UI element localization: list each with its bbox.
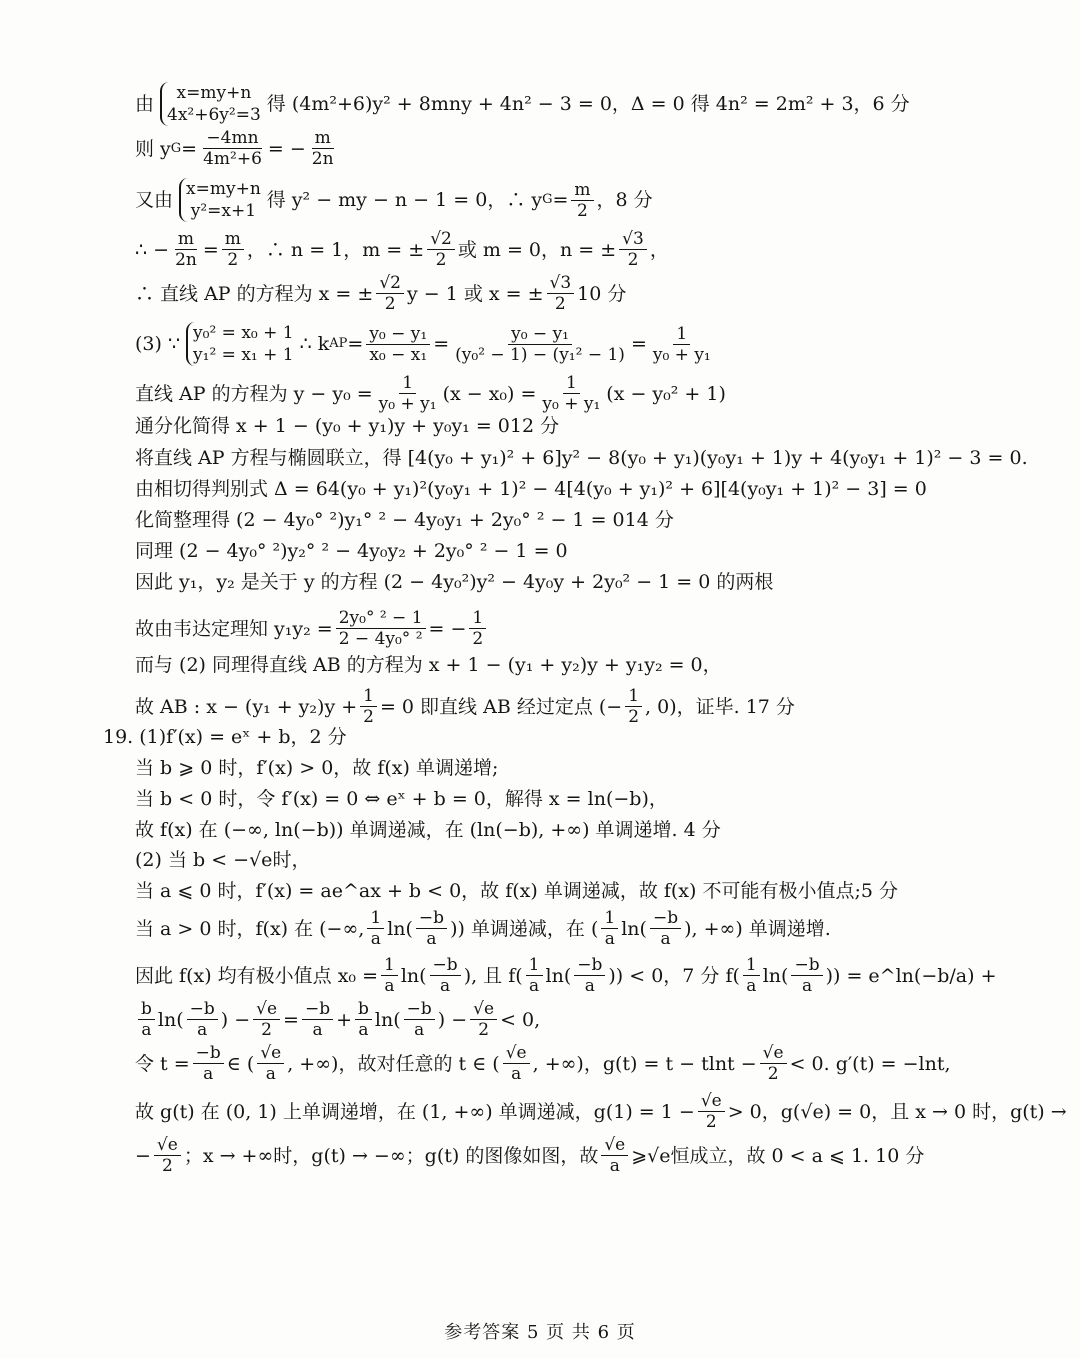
text-run: ∈ ( (226, 1052, 255, 1075)
denominator: x₀ − x₁ (369, 344, 428, 365)
text-run: ，8 分 (596, 189, 653, 211)
text-run: 而与 (2) 同理得直线 AB 的方程为 x + 1 − (y₁ + y₂)y + y₁y₂ = 0， (135, 654, 722, 676)
fraction (193, 1043, 224, 1084)
denominator: 2 (363, 707, 374, 727)
solution-line (135, 608, 489, 649)
denominator: a (440, 976, 451, 996)
text-run: 参考答案 5 页 共 6 页 (444, 1322, 636, 1343)
fraction (539, 373, 603, 414)
numerator: 1 (601, 908, 618, 929)
fraction (452, 324, 628, 365)
text-run: > 0，g( (727, 1100, 801, 1123)
text-run: (x − x₀) = (442, 382, 537, 405)
denominator: 2 (435, 250, 447, 270)
numerator: −b (791, 955, 822, 976)
denominator: 2 (227, 250, 239, 270)
numerator: −b (193, 1043, 224, 1064)
denominator: a (584, 976, 595, 996)
fraction (601, 908, 618, 949)
numerator: −b (650, 908, 681, 929)
text-run: 10 分 (577, 282, 627, 305)
text-run: ∴ k (299, 333, 330, 355)
text-run: 恒成立，故 0 < a ⩽ 1. 10 分 (670, 1144, 925, 1167)
text-run: 故由韦达定理知 y₁y₂ = (135, 617, 333, 640)
numerator: 1 (381, 955, 398, 976)
denominator: a (265, 1064, 276, 1084)
fraction (376, 373, 440, 414)
numerator: −b (404, 999, 435, 1020)
text-run: ∴ 直线 AP 的方程为 x = ± (135, 282, 374, 305)
solution-line (135, 787, 668, 811)
text-run: + (336, 1008, 353, 1031)
numerator: 1 (673, 324, 690, 345)
text-run: 令 t = (135, 1052, 190, 1075)
numerator: −b (302, 999, 333, 1020)
text-run: = (552, 189, 569, 211)
numerator: √e (503, 1043, 530, 1064)
solution-line (135, 414, 559, 438)
denominator: a (358, 1020, 369, 1040)
text-run: 同理 (2 − 4y₀° ²)y₂° ² − 4y₀y₂ + 2y₀° ² − 1 = 0 (135, 540, 568, 562)
fraction (309, 128, 337, 169)
fraction (222, 229, 244, 270)
text-run: 则 y (135, 137, 171, 160)
text-run: (2) 当 b < − (135, 849, 250, 871)
text-run: ⩾ (631, 1144, 648, 1167)
denominator: 2 (577, 200, 588, 221)
numerator: 1 (743, 955, 760, 976)
denominator: 2 (627, 250, 639, 270)
text-run: 通分化简得 x + 1 − (y₀ + y₁)y + y₀y₁ = 012 分 (135, 415, 560, 437)
text-run: ), +∞) 单调递增. (684, 917, 831, 940)
solution-line (135, 570, 773, 594)
denominator: 2 (478, 1020, 490, 1040)
text-run: 或 m = 0，n = ± (457, 238, 617, 261)
numerator: −b (416, 908, 447, 929)
text-run: ) − (437, 1008, 468, 1031)
system-row: x=my+n (176, 83, 252, 103)
denominator: 2 (705, 1112, 717, 1132)
denominator: a (604, 929, 615, 949)
denominator: y₀ + y₁ (378, 394, 437, 414)
fraction (619, 229, 647, 270)
numerator: m (222, 229, 244, 250)
system-row: 4x²+6y²=3 (167, 105, 261, 125)
fraction (355, 999, 372, 1040)
text-run: 化简整理得 (2 − 4y₀° ²)y₁° ² − 4y₀y₁ + 2y₀° ² − 1 = 014 分 (135, 509, 674, 531)
numerator: 1 (367, 908, 384, 929)
text-run: 由 (135, 93, 155, 115)
numerator: √e (698, 1091, 725, 1112)
numerator: −4mn (203, 128, 261, 149)
numerator: √e (257, 1043, 284, 1064)
solution-line (135, 999, 540, 1040)
text-run: (3) ∵ (135, 333, 181, 355)
fraction (503, 1043, 530, 1084)
solution-line (135, 1135, 924, 1176)
text-run: )) 单调递减，在 ( (450, 917, 599, 940)
text-run: 当 b ⩾ 0 时，f′(x) > 0，故 f(x) 单调递增; (135, 757, 499, 779)
solution-line (135, 128, 340, 169)
fraction (200, 128, 265, 169)
text-run: = (630, 333, 647, 355)
fraction (381, 955, 398, 996)
text-run: )) < 0，7 分 f( (608, 964, 740, 987)
denominator: 2 (384, 294, 396, 314)
denominator: a (414, 1020, 425, 1040)
solution-line (135, 322, 717, 366)
text-run: ，∴ n = 1，m = ± (246, 238, 425, 261)
denominator: a (141, 1020, 152, 1040)
denominator: a (197, 1020, 208, 1040)
text-run: 故 AB : x − (y₁ + y₂)y + (135, 695, 358, 718)
text-run: 故 f(x) 在 (−∞, ln(−b)) 单调递减，在 (ln(−b), +∞) 单调递增. 4 分 (135, 819, 721, 841)
solution-line (135, 848, 310, 872)
solution-line (135, 178, 653, 222)
fraction (257, 1043, 284, 1084)
fraction (427, 229, 455, 270)
system-row: y₁² = x₁ + 1 (193, 345, 294, 365)
numerator: 1 (526, 955, 543, 976)
fraction (743, 955, 760, 996)
fraction (138, 999, 155, 1040)
denominator: 2 (628, 707, 640, 727)
text-run: = (202, 238, 219, 261)
system-row: y²=x+1 (190, 201, 257, 221)
numerator: y₀ − y₁ (366, 324, 430, 345)
solution-line (135, 686, 795, 727)
fraction (154, 1135, 181, 1176)
fraction (625, 686, 642, 727)
text-run: 当 b < 0 时，令 f′(x) = 0 ⇔ eˣ + b = 0，解得 x = ln(−b)， (135, 788, 668, 810)
fraction (571, 180, 593, 221)
numerator: −b (187, 999, 218, 1020)
denominator: a (529, 976, 540, 996)
fraction (601, 1135, 628, 1176)
text-run: = (347, 333, 364, 355)
numerator: 1 (399, 373, 416, 394)
solution-line (135, 477, 927, 501)
numerator: √e (760, 1043, 787, 1064)
equation-system (186, 322, 294, 366)
fraction (760, 1043, 787, 1084)
text-run: 直线 AP 的方程为 y − y₀ = (135, 382, 373, 405)
text-run: 得 (4m²+6)y² + 8mny + 4n² − 3 = 0，Δ = 0 得 4n² = 2m² + 3，6 分 (266, 93, 910, 115)
text-run: 故 g(t) 在 (0, 1) 上单调递增，在 (1, +∞) 单调递减，g(1) = 1 − (135, 1100, 695, 1123)
numerator: m (175, 229, 197, 250)
fraction (574, 955, 605, 996)
numerator: −b (430, 955, 461, 976)
system-row: y₀² = x₀ + 1 (193, 323, 294, 343)
text-run: 因此 y₁，y₂ 是关于 y 的方程 (2 − 4y₀²)y² − 4y₀y + 2y₀² − 1 = 0 的两根 (135, 571, 774, 593)
fraction (404, 999, 435, 1040)
solution-line (135, 539, 568, 563)
numerator: m (571, 180, 593, 201)
numerator: √3 (619, 229, 647, 250)
numerator: −b (574, 955, 605, 976)
text-run: ln( (374, 1008, 401, 1031)
denominator: a (609, 1156, 620, 1176)
solution-line (135, 229, 669, 270)
fraction (172, 229, 200, 270)
radical: √e (647, 1144, 671, 1167)
solution-line (135, 446, 1028, 470)
fraction (698, 1091, 725, 1132)
text-run: = (283, 1008, 299, 1031)
denominator: a (370, 929, 381, 949)
denominator: 4m²+6 (203, 149, 262, 169)
fraction (360, 686, 377, 727)
solution-line (103, 725, 347, 749)
numerator: √e (154, 1135, 181, 1156)
denominator: a (384, 976, 395, 996)
fraction (650, 324, 714, 365)
numerator: b (138, 999, 155, 1020)
text-run: 因此 f(x) 均有极小值点 x₀ = (135, 964, 378, 987)
denominator: a (511, 1064, 522, 1084)
fraction (650, 908, 681, 949)
subscript: AP (329, 336, 348, 351)
text-run: 又由 (135, 189, 174, 211)
numerator: √e (470, 999, 497, 1020)
solution-line (135, 879, 898, 903)
radical: √e (249, 849, 273, 871)
text-run: 当 a > 0 时，f(x) 在 (−∞, (135, 917, 365, 940)
denominator: 2 (261, 1020, 272, 1040)
denominator: 2 (161, 1156, 173, 1176)
denominator: 2 (472, 629, 484, 649)
text-run: ) = 0，且 x → 0 时，g(t) → (823, 1100, 1067, 1123)
denominator: a (203, 1064, 214, 1084)
text-run: 由相切得判别式 Δ = 64(y₀ + y₁)²(y₀y₁ + 1)² − 4[4(y₀ + y₁)² + 6][4(y₀y₁ + 1)² − 3] = 0 (135, 478, 927, 500)
denominator: y₀ + y₁ (652, 344, 711, 365)
text-run: 19. (1)f′(x) = eˣ + b，2 分 (103, 726, 347, 748)
solution-line (135, 955, 997, 996)
text-run: , 0)，证毕. 17 分 (645, 695, 795, 718)
text-run: ln( (157, 1008, 184, 1031)
subscript: G (542, 192, 553, 207)
fraction (416, 908, 447, 949)
text-run: 时， (272, 849, 311, 871)
text-run: , +∞)，g(t) = t − tlnt − (532, 1052, 757, 1075)
fraction (430, 955, 461, 996)
fraction (302, 999, 333, 1040)
numerator: y₀ − y₁ (508, 324, 572, 345)
denominator: 2n (311, 149, 334, 169)
fraction (187, 999, 218, 1040)
text-run: 将直线 AP 方程与椭圆联立，得 [4(y₀ + y₁)² + 6]y² − 8(y₀ + y₁)(y₀y₁ + 1)y + 4(y₀y₁ + 1)² − 3 = 0. (135, 447, 1028, 469)
numerator: √e (601, 1135, 628, 1156)
solution-line (135, 653, 722, 677)
text-run: = − (267, 137, 306, 160)
solution-line (135, 1091, 1067, 1132)
equation-system (160, 82, 261, 126)
solution-line (135, 1043, 951, 1084)
fraction (336, 608, 426, 649)
text-run: − (135, 1144, 151, 1167)
numerator: b (355, 999, 372, 1020)
text-run: ), 且 f( (463, 964, 523, 987)
text-run: = 0 即直线 AB 经过定点 (− (379, 695, 623, 718)
numerator: m (312, 128, 334, 149)
denominator: y₀ + y₁ (542, 394, 601, 414)
denominator: a (801, 976, 813, 996)
denominator: a (312, 1020, 323, 1040)
fraction (376, 273, 404, 314)
fraction (547, 273, 575, 314)
text-run: ln( (621, 917, 647, 940)
text-run: , +∞)，故对任意的 t ∈ ( (287, 1052, 500, 1075)
text-run: < 0. g′(t) = −lnt, (789, 1052, 951, 1075)
text-run: ∴ − (135, 238, 170, 261)
denominator: a (746, 976, 757, 996)
numerator: √e (253, 999, 280, 1020)
solution-line (135, 818, 721, 842)
equation-system (179, 178, 261, 222)
text-run: ) − (220, 1008, 251, 1031)
fraction (366, 324, 430, 365)
text-run: ln( (387, 917, 413, 940)
fraction (526, 955, 543, 996)
system-row: x=my+n (186, 179, 261, 199)
denominator: (y₀² − 1) − (y₁² − 1) (455, 344, 625, 365)
text-run: ln( (400, 964, 427, 987)
numerator: 1 (625, 686, 642, 707)
fraction (253, 999, 280, 1040)
fraction (470, 999, 497, 1040)
denominator: a (660, 929, 671, 949)
denominator: 2 (767, 1064, 779, 1084)
numerator: 1 (469, 608, 486, 629)
fraction (791, 955, 822, 996)
solution-line (135, 82, 910, 126)
text-run: ， (649, 238, 669, 261)
text-run: ln( (762, 964, 789, 987)
denominator: 2 − 4y₀° ² (338, 629, 423, 649)
solution-line (135, 273, 626, 314)
numerator: √2 (427, 229, 455, 250)
numerator: 1 (360, 686, 377, 707)
subscript: G (170, 140, 182, 156)
numerator: √3 (547, 273, 575, 294)
numerator: √2 (376, 273, 404, 294)
fraction (469, 608, 486, 649)
text-run: < 0, (500, 1008, 541, 1031)
text-run: )) = e^ln(−b/a) + (825, 964, 997, 987)
solution-line (135, 373, 726, 414)
page-footer (0, 1321, 1080, 1345)
denominator: a (426, 929, 437, 949)
solution-line (135, 756, 498, 780)
text-run: y − 1 或 x = ± (406, 282, 544, 305)
solution-line (135, 508, 674, 532)
denominator: 2 (554, 294, 566, 314)
text-run: 当 a ⩽ 0 时，f′(x) = ae^ax + b < 0，故 f(x) 单调递减，故 f(x) 不可能有极小值点;5 分 (135, 880, 898, 902)
solution-line (135, 908, 831, 949)
text-run: = − (428, 617, 467, 640)
text-run: (x − y₀² + 1) (606, 382, 726, 405)
text-run: 得 y² − my − n − 1 = 0，∴ y (266, 189, 543, 211)
numerator: 2y₀° ² − 1 (336, 608, 426, 629)
text-run: = (181, 137, 198, 160)
numerator: 1 (563, 373, 580, 394)
text-run: ；x → +∞时，g(t) → −∞；g(t) 的图像如图，故 (183, 1144, 599, 1167)
text-run: = (433, 333, 450, 355)
fraction (367, 908, 384, 949)
text-run: ln( (545, 964, 572, 987)
radical: √e (800, 1100, 824, 1123)
denominator: 2n (175, 250, 197, 270)
